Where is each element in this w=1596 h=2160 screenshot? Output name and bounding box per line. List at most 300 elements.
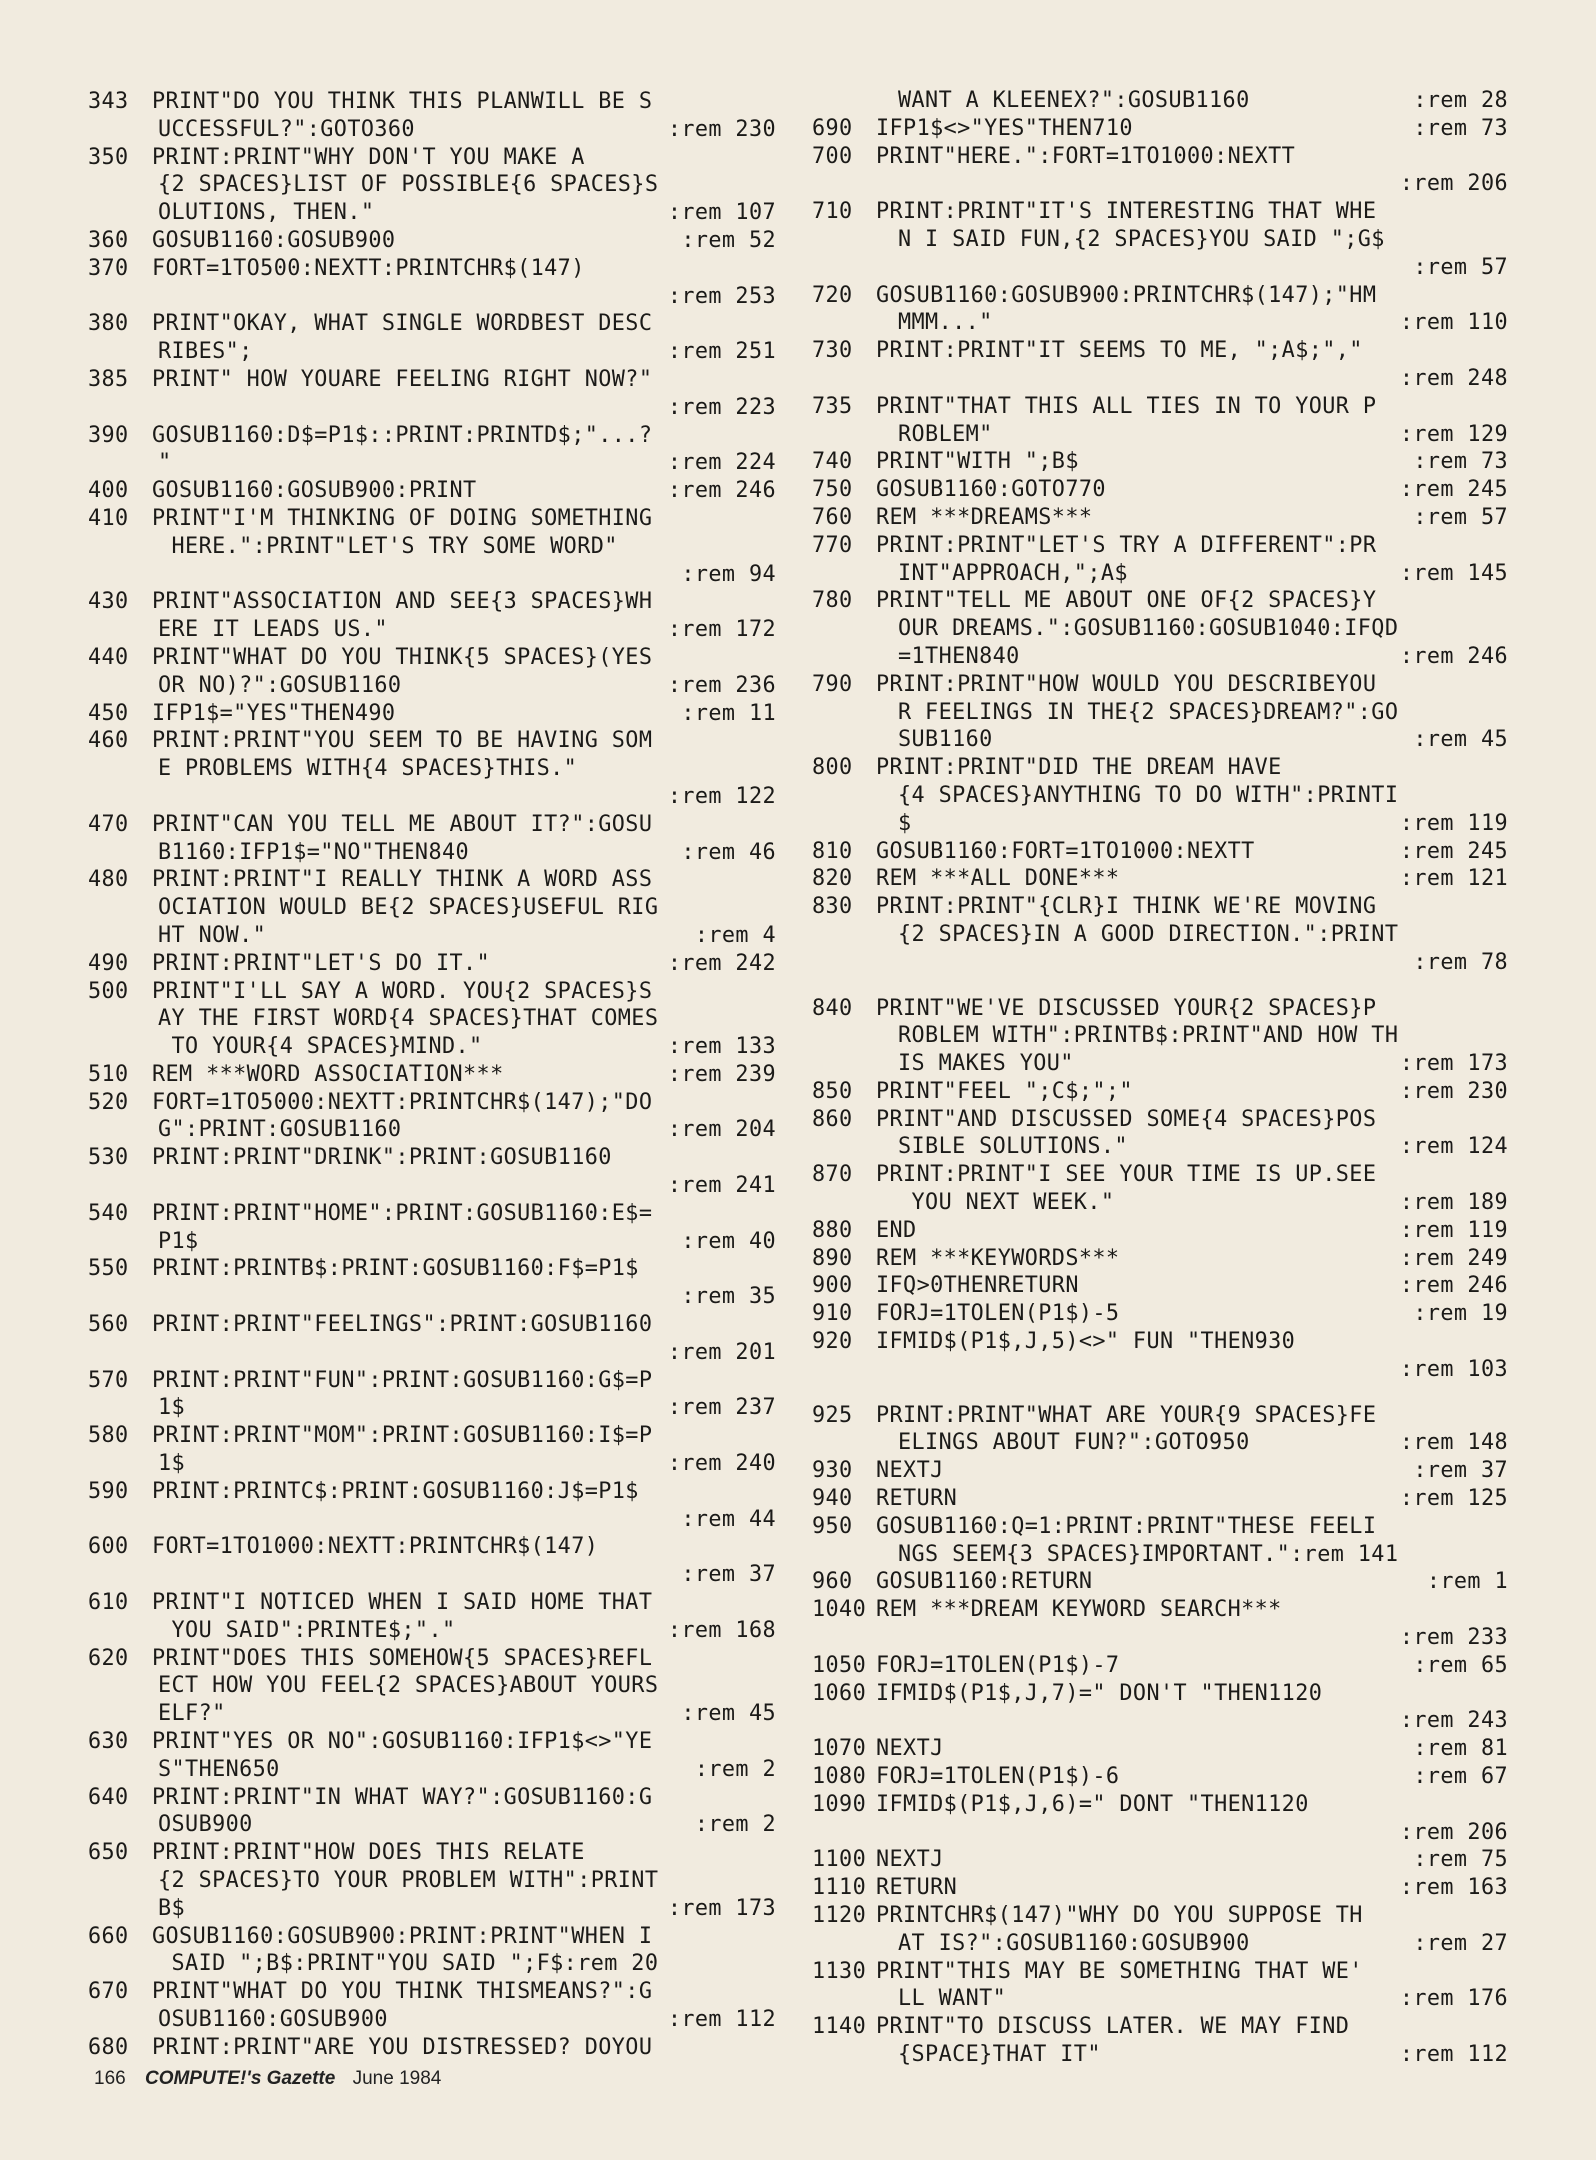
line-number: 380 — [88, 311, 129, 337]
code-text: END — [876, 1217, 917, 1243]
rem-checksum: :rem 245 — [1399, 838, 1508, 864]
code-line — [812, 838, 1508, 866]
code-text: NGS SEEM{3 SPACES}IMPORTANT.":rem 141 — [898, 1541, 1399, 1567]
rem-checksum: :rem 57 — [1413, 504, 1508, 530]
code-line — [812, 754, 1508, 782]
rem-checksum: :rem 11 — [681, 700, 776, 726]
code-line — [812, 1272, 1508, 1300]
code-text: {2 SPACES}IN A GOOD DIRECTION.":PRINT — [898, 921, 1399, 947]
rem-checksum: :rem 110 — [1399, 310, 1508, 336]
code-text: NEXTJ — [876, 1736, 944, 1762]
code-text — [88, 1562, 158, 1587]
code-line — [812, 587, 1508, 615]
line-number: 770 — [812, 532, 853, 558]
line-number: 1090 — [812, 1791, 867, 1817]
code-line — [88, 1784, 776, 1812]
code-line — [88, 1839, 776, 1867]
rem-checksum: :rem 163 — [1399, 1875, 1508, 1901]
code-text — [812, 366, 898, 391]
rem-checksum: :rem 119 — [1399, 1217, 1508, 1243]
rem-checksum: :rem 248 — [1399, 365, 1508, 391]
code-line — [812, 1763, 1508, 1791]
rem-checksum: :rem 173 — [1399, 1051, 1508, 1077]
code-line — [88, 811, 776, 839]
line-number: 350 — [88, 144, 129, 170]
rem-checksum: :rem 230 — [667, 116, 776, 142]
line-number: 690 — [812, 115, 853, 141]
line-number: 1060 — [812, 1680, 867, 1706]
code-line — [88, 1867, 776, 1895]
code-line — [812, 309, 1508, 337]
code-line — [88, 1144, 776, 1172]
code-line — [812, 1680, 1508, 1708]
code-text: PRINT"WITH ";B$ — [876, 449, 1079, 475]
code-text: GOSUB1160:FORT=1TO1000:NEXTT — [876, 838, 1255, 864]
code-text: PRINT"OKAY, WHAT SINGLE WORDBEST DESC — [152, 311, 653, 337]
rem-checksum: :rem 121 — [1399, 866, 1508, 892]
code-line — [812, 2013, 1508, 2041]
code-line — [812, 143, 1508, 171]
code-line — [88, 338, 776, 366]
rem-checksum: :rem 125 — [1399, 1486, 1508, 1512]
code-text — [88, 1284, 158, 1309]
code-text: {2 SPACES}TO YOUR PROBLEM WITH":PRINT — [158, 1868, 659, 1893]
code-line — [88, 505, 776, 533]
line-number: 930 — [812, 1458, 853, 1484]
line-number: 370 — [88, 255, 129, 281]
line-number: 385 — [88, 366, 129, 392]
code-text: {2 SPACES}LIST OF POSSIBLE{6 SPACES}S — [158, 172, 659, 198]
rem-checksum: :rem 230 — [1399, 1078, 1508, 1104]
code-line — [812, 421, 1508, 449]
code-line — [88, 1923, 776, 1951]
rem-checksum: :rem 239 — [667, 1061, 776, 1087]
line-number: 470 — [88, 811, 129, 837]
code-line — [812, 198, 1508, 226]
code-text — [88, 1340, 158, 1365]
code-line — [812, 1568, 1508, 1596]
line-number: 460 — [88, 728, 129, 754]
code-text: PRINT"WHAT DO YOU THINK THISMEANS?":G — [152, 1979, 653, 2005]
code-line — [88, 2006, 776, 2034]
rem-checksum: :rem 236 — [667, 672, 776, 698]
code-line — [812, 282, 1508, 310]
code-line — [88, 1061, 776, 1089]
code-line — [88, 1561, 776, 1589]
code-text: FORJ=1TOLEN(P1$)-5 — [876, 1301, 1120, 1327]
code-text: NEXTJ — [876, 1847, 944, 1873]
code-text — [812, 1820, 898, 1845]
code-line — [812, 1245, 1508, 1273]
line-number: 1120 — [812, 1903, 867, 1928]
code-text: PRINT"DO YOU THINK THIS PLANWILL BE S — [152, 89, 653, 114]
line-number: 960 — [812, 1569, 853, 1595]
code-line — [88, 672, 776, 700]
code-line — [88, 1422, 776, 1450]
code-line — [812, 1217, 1508, 1245]
code-line — [812, 1457, 1508, 1485]
line-number: 940 — [812, 1486, 853, 1512]
code-text: GOSUB1160:GOSUB900:PRINT — [152, 478, 477, 504]
code-line — [88, 1200, 776, 1228]
code-text — [812, 1708, 898, 1733]
code-line — [812, 87, 1508, 115]
code-text — [812, 1625, 898, 1650]
line-number: 520 — [88, 1089, 129, 1115]
line-number: 920 — [812, 1329, 853, 1355]
rem-checksum: :rem 201 — [667, 1339, 776, 1365]
line-number: 500 — [88, 978, 129, 1004]
code-line — [88, 1533, 776, 1561]
rem-checksum: :rem 103 — [1399, 1356, 1508, 1382]
code-line — [88, 783, 776, 811]
code-line — [812, 115, 1508, 143]
code-text: IFMID$(P1$,J,5)<>" FUN "THEN930 — [876, 1329, 1296, 1355]
code-line — [812, 949, 1508, 977]
code-line — [812, 1050, 1508, 1078]
code-line — [812, 1958, 1508, 1986]
code-line — [812, 1429, 1508, 1457]
code-line — [88, 1950, 776, 1978]
rem-checksum: :rem 81 — [1413, 1736, 1508, 1762]
rem-checksum: :rem 173 — [667, 1895, 776, 1921]
line-number: 740 — [812, 449, 853, 475]
code-line — [88, 978, 776, 1006]
rem-checksum: :rem 172 — [667, 617, 776, 643]
rem-checksum: :rem 133 — [667, 1034, 776, 1060]
code-line — [812, 699, 1508, 727]
code-line — [88, 561, 776, 589]
code-text: E PROBLEMS WITH{4 SPACES}THIS." — [158, 756, 578, 782]
code-line — [88, 477, 776, 505]
code-text: GOSUB1160:GOSUB900 — [152, 227, 396, 253]
code-text: SIBLE SOLUTIONS." — [898, 1134, 1128, 1160]
code-text: AT IS?":GOSUB1160:GOSUB900 — [898, 1930, 1250, 1956]
code-line — [812, 476, 1508, 504]
code-text — [812, 950, 898, 975]
code-line — [88, 1645, 776, 1673]
code-text: PRINT:PRINT"ARE YOU DISTRESSED? DOYOU — [152, 2034, 653, 2060]
code-text: OSUB900 — [158, 1812, 253, 1838]
code-text: YOU NEXT WEEK." — [898, 1190, 1115, 1216]
line-number: 710 — [812, 199, 853, 225]
code-text: GOSUB1160:RETURN — [876, 1569, 1093, 1595]
code-line — [88, 755, 776, 783]
rem-checksum: :rem 107 — [667, 200, 776, 226]
line-number: 810 — [812, 838, 853, 864]
code-line — [812, 2041, 1508, 2069]
code-line — [812, 995, 1508, 1023]
line-number: 410 — [88, 505, 129, 531]
code-text: REM ***ALL DONE*** — [876, 866, 1120, 892]
code-text: PRINT:PRINT"WHAT ARE YOUR{9 SPACES}FE — [876, 1402, 1377, 1428]
code-line — [88, 1228, 776, 1256]
code-text: SAID ";B$:PRINT"YOU SAID ";F$:rem 20 — [158, 1951, 659, 1977]
line-number: 1110 — [812, 1875, 867, 1901]
line-number: 720 — [812, 282, 853, 308]
rem-checksum: :rem 206 — [1399, 1819, 1508, 1845]
code-text: $ — [898, 810, 912, 836]
code-text: R FEELINGS IN THE{2 SPACES}DREAM?":GO — [898, 699, 1399, 725]
code-line — [812, 1513, 1508, 1541]
rem-checksum: :rem 240 — [667, 1451, 776, 1477]
line-number: 610 — [88, 1590, 129, 1616]
code-text: FORT=1TO500:NEXTT:PRINTCHR$(147) — [152, 255, 585, 281]
line-number: 950 — [812, 1513, 853, 1539]
code-line — [88, 1589, 776, 1617]
code-line — [88, 88, 776, 116]
code-line — [88, 283, 776, 311]
code-line — [88, 422, 776, 450]
line-number: 900 — [812, 1273, 853, 1299]
line-number: 1080 — [812, 1764, 867, 1790]
code-text: PRINT:PRINT"HOW DOES THIS RELATE — [152, 1840, 585, 1866]
code-line — [88, 366, 776, 394]
code-text: PRINT:PRINT"I SEE YOUR TIME IS UP.SEE — [876, 1162, 1377, 1188]
code-line — [812, 1356, 1508, 1384]
rem-checksum: :rem 189 — [1399, 1190, 1508, 1216]
code-text: FORJ=1TOLEN(P1$)-6 — [876, 1764, 1120, 1790]
code-line — [812, 1985, 1508, 2013]
code-text: REM ***WORD ASSOCIATION*** — [152, 1061, 504, 1087]
code-line — [88, 1089, 776, 1117]
rem-checksum: :rem 4 — [694, 922, 776, 948]
code-text: PRINT"THAT THIS ALL TIES IN TO YOUR P — [876, 393, 1377, 419]
code-line — [812, 1624, 1508, 1652]
rem-checksum: :rem 206 — [1399, 171, 1508, 197]
code-text: PRINT"FEEL ";C$;";" — [876, 1078, 1133, 1104]
code-text: PRINT:PRINT"IT SEEMS TO ME, ";A$;"," — [876, 338, 1363, 364]
line-number: 480 — [88, 867, 129, 893]
code-text: RIBES"; — [158, 339, 253, 365]
line-number: 570 — [88, 1367, 129, 1393]
code-line — [88, 255, 776, 283]
line-number: 880 — [812, 1217, 853, 1243]
code-text: INT"APPROACH,";A$ — [898, 560, 1128, 586]
code-text: PRINT:PRINT"LET'S TRY A DIFFERENT":PR — [876, 532, 1377, 558]
code-line — [88, 116, 776, 144]
code-text: REM ***DREAMS*** — [876, 504, 1093, 530]
code-line — [88, 1255, 776, 1283]
rem-checksum: :rem 73 — [1413, 115, 1508, 141]
rem-checksum: :rem 251 — [667, 339, 776, 365]
code-text — [812, 171, 898, 196]
code-text: IFMID$(P1$,J,6)=" DONT "THEN1120 — [876, 1791, 1309, 1817]
code-text: IFP1$<>"YES"THEN710 — [876, 115, 1133, 141]
code-text: B1160:IFP1$="NO"THEN840 — [158, 839, 470, 865]
code-line — [812, 1707, 1508, 1735]
rem-checksum: :rem 246 — [667, 478, 776, 504]
rem-checksum: :rem 224 — [667, 450, 776, 476]
rem-checksum: :rem 168 — [667, 1617, 776, 1643]
rem-checksum: :rem 176 — [1399, 1986, 1508, 2012]
code-line — [812, 1402, 1508, 1430]
code-text: PRINT"YES OR NO":GOSUB1160:IFP1$<>"YE — [152, 1729, 653, 1755]
rem-checksum: :rem 19 — [1413, 1301, 1508, 1327]
code-line — [88, 1116, 776, 1144]
line-number: 430 — [88, 589, 129, 615]
line-number: 890 — [812, 1245, 853, 1271]
line-number: 640 — [88, 1784, 129, 1810]
code-line — [88, 1617, 776, 1645]
listing-gap — [812, 1384, 1508, 1402]
rem-checksum: :rem 75 — [1413, 1847, 1508, 1873]
listing-gap — [812, 977, 1508, 995]
rem-checksum: :rem 45 — [1413, 727, 1508, 753]
line-number: 910 — [812, 1301, 853, 1327]
rem-checksum: :rem 246 — [1399, 1273, 1508, 1299]
rem-checksum: :rem 1 — [1426, 1569, 1508, 1595]
code-line — [812, 1328, 1508, 1356]
code-text: PRINT"AND DISCUSSED SOME{4 SPACES}POS — [876, 1106, 1377, 1132]
rem-checksum: :rem 2 — [694, 1812, 776, 1838]
code-line — [812, 226, 1508, 254]
line-number: 1070 — [812, 1736, 867, 1762]
code-line — [88, 1367, 776, 1395]
code-text: {4 SPACES}ANYTHING TO DO WITH":PRINTI — [898, 782, 1399, 808]
line-number: 850 — [812, 1078, 853, 1104]
line-number: 1040 — [812, 1597, 867, 1623]
line-number: 1050 — [812, 1652, 867, 1678]
rem-checksum: :rem 145 — [1399, 560, 1508, 586]
code-text: IFMID$(P1$,J,7)=" DON'T "THEN1120 — [876, 1680, 1323, 1706]
code-line — [812, 671, 1508, 699]
line-number: 735 — [812, 393, 853, 419]
code-text — [88, 562, 158, 587]
code-line — [812, 865, 1508, 893]
rem-checksum: :rem 46 — [681, 839, 776, 865]
code-text: PRINT"TO DISCUSS LATER. WE MAY FIND — [876, 2014, 1350, 2040]
code-line — [812, 448, 1508, 476]
code-text: PRINT:PRINTC$:PRINT:GOSUB1160:J$=P1$ — [152, 1478, 639, 1504]
code-line — [88, 1339, 776, 1367]
code-text: PRINT:PRINT"YOU SEEM TO BE HAVING SOM — [152, 728, 653, 754]
code-text: PRINT"THIS MAY BE SOMETHING THAT WE' — [876, 1958, 1363, 1984]
line-number: 820 — [812, 866, 853, 892]
code-text — [812, 1357, 898, 1382]
code-text: 1$ — [158, 1451, 186, 1477]
rem-checksum: :rem 245 — [1399, 477, 1508, 503]
code-line — [812, 1874, 1508, 1902]
line-number: 670 — [88, 1979, 129, 2005]
code-text: TO YOUR{4 SPACES}MIND." — [158, 1034, 483, 1060]
code-text: GOSUB1160:GOTO770 — [876, 477, 1106, 503]
rem-checksum: :rem 78 — [1413, 949, 1508, 975]
code-text: PRINT"WHAT DO YOU THINK{5 SPACES}(YES — [152, 644, 653, 670]
code-text: OLUTIONS, THEN." — [158, 200, 375, 226]
code-text: ERE IT LEADS US." — [158, 617, 388, 643]
code-line — [812, 615, 1508, 643]
code-text: " — [158, 450, 172, 476]
code-text: PRINT"TELL ME ABOUT ONE OF{2 SPACES}Y — [876, 588, 1377, 614]
code-line — [812, 893, 1508, 921]
code-text: PRINT:PRINT"IT'S INTERESTING THAT WHE — [876, 199, 1377, 225]
code-line — [812, 726, 1508, 754]
code-line — [88, 144, 776, 172]
code-text: PRINT"HERE.":FORT=1TO1000:NEXTT — [876, 143, 1296, 169]
code-line — [88, 310, 776, 338]
code-text: IFQ>0THENRETURN — [876, 1273, 1079, 1299]
code-line — [88, 894, 776, 922]
code-line — [812, 1541, 1508, 1569]
code-line — [88, 700, 776, 728]
code-text — [88, 784, 158, 809]
code-text — [812, 255, 898, 280]
code-text: ROBLEM" — [898, 421, 993, 447]
code-line — [88, 533, 776, 561]
code-text: PRINT:PRINT"IN WHAT WAY?":GOSUB1160:G — [152, 1784, 653, 1810]
line-number: 343 — [88, 89, 129, 114]
code-line — [812, 1791, 1508, 1819]
line-number: 1100 — [812, 1847, 867, 1873]
code-text: PRINT"ASSOCIATION AND SEE{3 SPACES}WH — [152, 589, 653, 615]
code-line — [88, 1811, 776, 1839]
code-text: HERE.":PRINT"LET'S TRY SOME WORD" — [158, 533, 618, 559]
rem-checksum: :rem 40 — [681, 1228, 776, 1254]
code-text: GOSUB1160:GOSUB900:PRINTCHR$(147);"HM — [876, 282, 1377, 308]
code-line — [88, 449, 776, 477]
code-line — [88, 1478, 776, 1506]
code-line — [88, 1756, 776, 1784]
code-line — [88, 1450, 776, 1478]
code-line — [88, 866, 776, 894]
code-line — [88, 1033, 776, 1061]
rem-checksum: :rem 2 — [694, 1756, 776, 1782]
code-line — [812, 782, 1508, 810]
line-number: 440 — [88, 644, 129, 670]
code-line — [88, 1394, 776, 1422]
code-text: 1$ — [158, 1395, 186, 1421]
code-text: N I SAID FUN,{2 SPACES}YOU SAID ";G$ — [898, 226, 1385, 252]
code-line — [812, 1161, 1508, 1189]
rem-checksum: :rem 57 — [1413, 254, 1508, 280]
line-number: 360 — [88, 227, 129, 253]
magazine-title: COMPUTE!'s Gazette — [144, 2068, 336, 2089]
line-number: 760 — [812, 504, 853, 530]
listing-column-right — [812, 87, 1508, 2069]
rem-checksum: :rem 73 — [1413, 449, 1508, 475]
code-text: PRINT"DOES THIS SOMEHOW{5 SPACES}REFL — [152, 1645, 653, 1671]
line-number: 600 — [88, 1534, 129, 1560]
rem-checksum: :rem 243 — [1399, 1708, 1508, 1734]
code-text: OSUB1160:GOSUB900 — [158, 2006, 388, 2032]
code-text: PRINT:PRINT"LET'S DO IT." — [152, 950, 491, 976]
code-line — [88, 922, 776, 950]
code-line — [812, 393, 1508, 421]
code-text: PRINT:PRINT"WHY DON'T YOU MAKE A — [152, 144, 585, 170]
rem-checksum: :rem 241 — [667, 1173, 776, 1199]
code-line — [88, 1728, 776, 1756]
code-text: OUR DREAMS.":GOSUB1160:GOSUB1040:IFQD — [898, 616, 1399, 642]
line-number: 660 — [88, 1923, 129, 1949]
line-number: 830 — [812, 894, 853, 920]
rem-checksum: :rem 204 — [667, 1117, 776, 1143]
code-line — [88, 1700, 776, 1728]
code-line — [88, 839, 776, 867]
code-line — [812, 1189, 1508, 1217]
code-text: PRINT:PRINT"HOME":PRINT:GOSUB1160:E$= — [152, 1200, 653, 1226]
line-number: 650 — [88, 1840, 129, 1866]
code-text: IS MAKES YOU" — [898, 1051, 1074, 1077]
code-text — [88, 1173, 158, 1198]
line-number: 580 — [88, 1423, 129, 1449]
code-text: GOSUB1160:D$=P1$::PRINT:PRINTD$;"...? — [152, 422, 653, 448]
code-line — [88, 199, 776, 227]
rem-checksum: :rem 249 — [1399, 1245, 1508, 1271]
line-number: 490 — [88, 950, 129, 976]
line-number: 590 — [88, 1478, 129, 1504]
code-text: REM ***KEYWORDS*** — [876, 1245, 1120, 1271]
